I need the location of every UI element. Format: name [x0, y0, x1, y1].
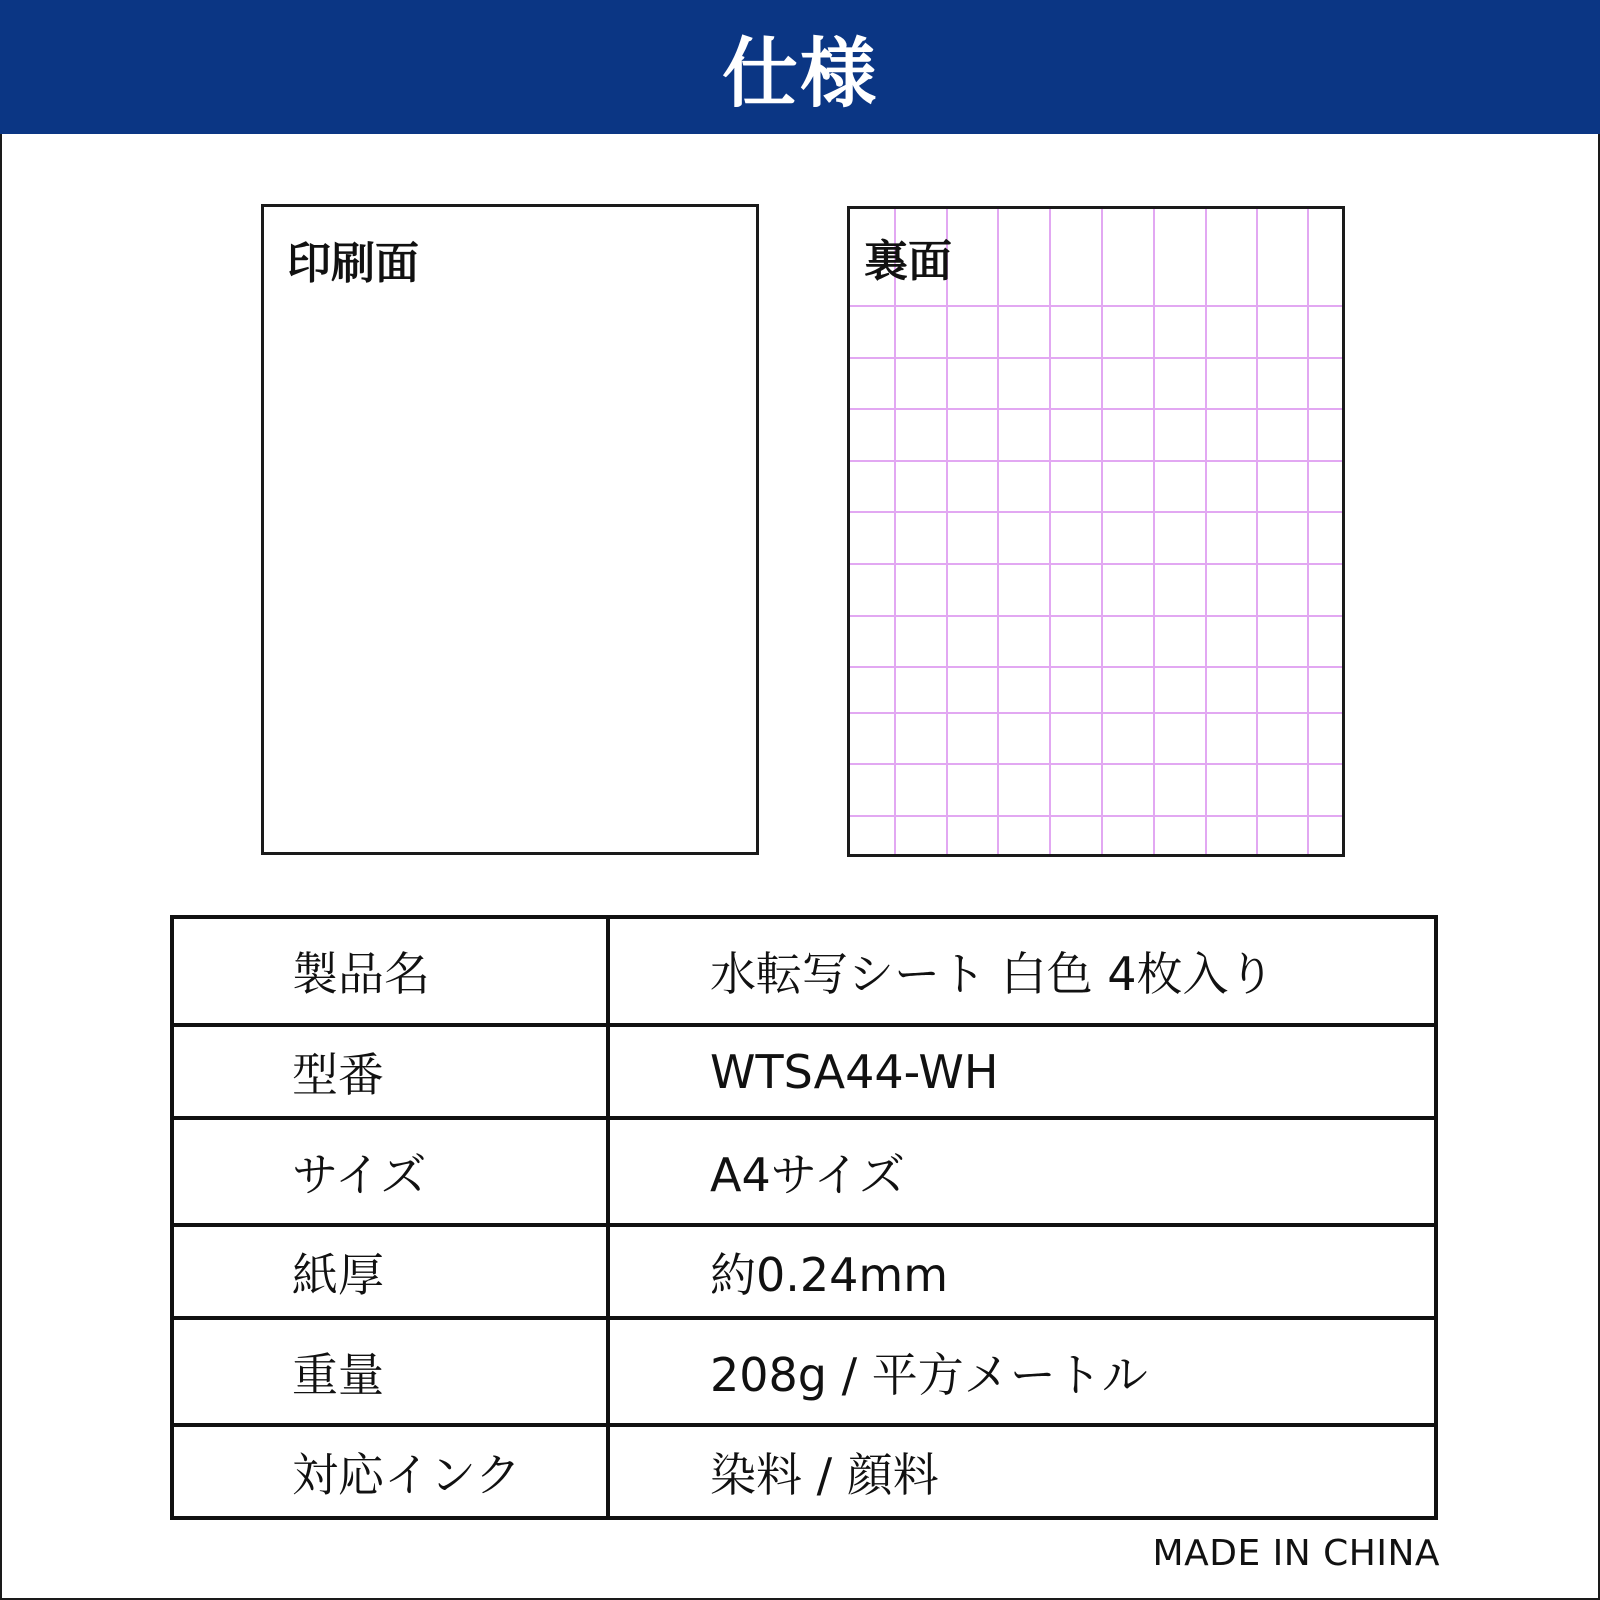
spec-key: サイズ	[172, 1118, 608, 1225]
back-side-panel	[847, 206, 1345, 857]
table-row	[172, 1318, 1436, 1425]
table-row	[172, 917, 1436, 1025]
table-row	[172, 1118, 1436, 1225]
page-title: 仕様	[722, 28, 878, 118]
table-row	[172, 1225, 1436, 1318]
spec-value: 染料 / 顔料	[608, 1425, 1436, 1518]
spec-key: 製品名	[172, 917, 608, 1025]
print-side-panel	[261, 204, 759, 855]
spec-value: A4サイズ	[608, 1118, 1436, 1225]
spec-value: WTSA44-WH	[608, 1025, 1436, 1118]
spec-value: 水転写シート 白色 4枚入り	[608, 917, 1436, 1025]
spec-key: 対応インク	[172, 1425, 608, 1518]
spec-key: 型番	[172, 1025, 608, 1118]
spec-key: 紙厚	[172, 1225, 608, 1318]
back-side-label: 裏面	[864, 236, 952, 287]
table-row	[172, 1025, 1436, 1118]
table-row	[172, 1425, 1436, 1518]
spec-table	[170, 915, 1438, 1520]
spec-value: 約0.24mm	[608, 1225, 1436, 1318]
spec-value: 208g / 平方メートル	[608, 1318, 1436, 1425]
origin-label: MADE IN CHINA	[1152, 1533, 1440, 1574]
spec-key: 重量	[172, 1318, 608, 1425]
back-grid	[850, 209, 1342, 854]
header-bar	[0, 0, 1600, 134]
print-side-label: 印刷面	[287, 238, 419, 289]
